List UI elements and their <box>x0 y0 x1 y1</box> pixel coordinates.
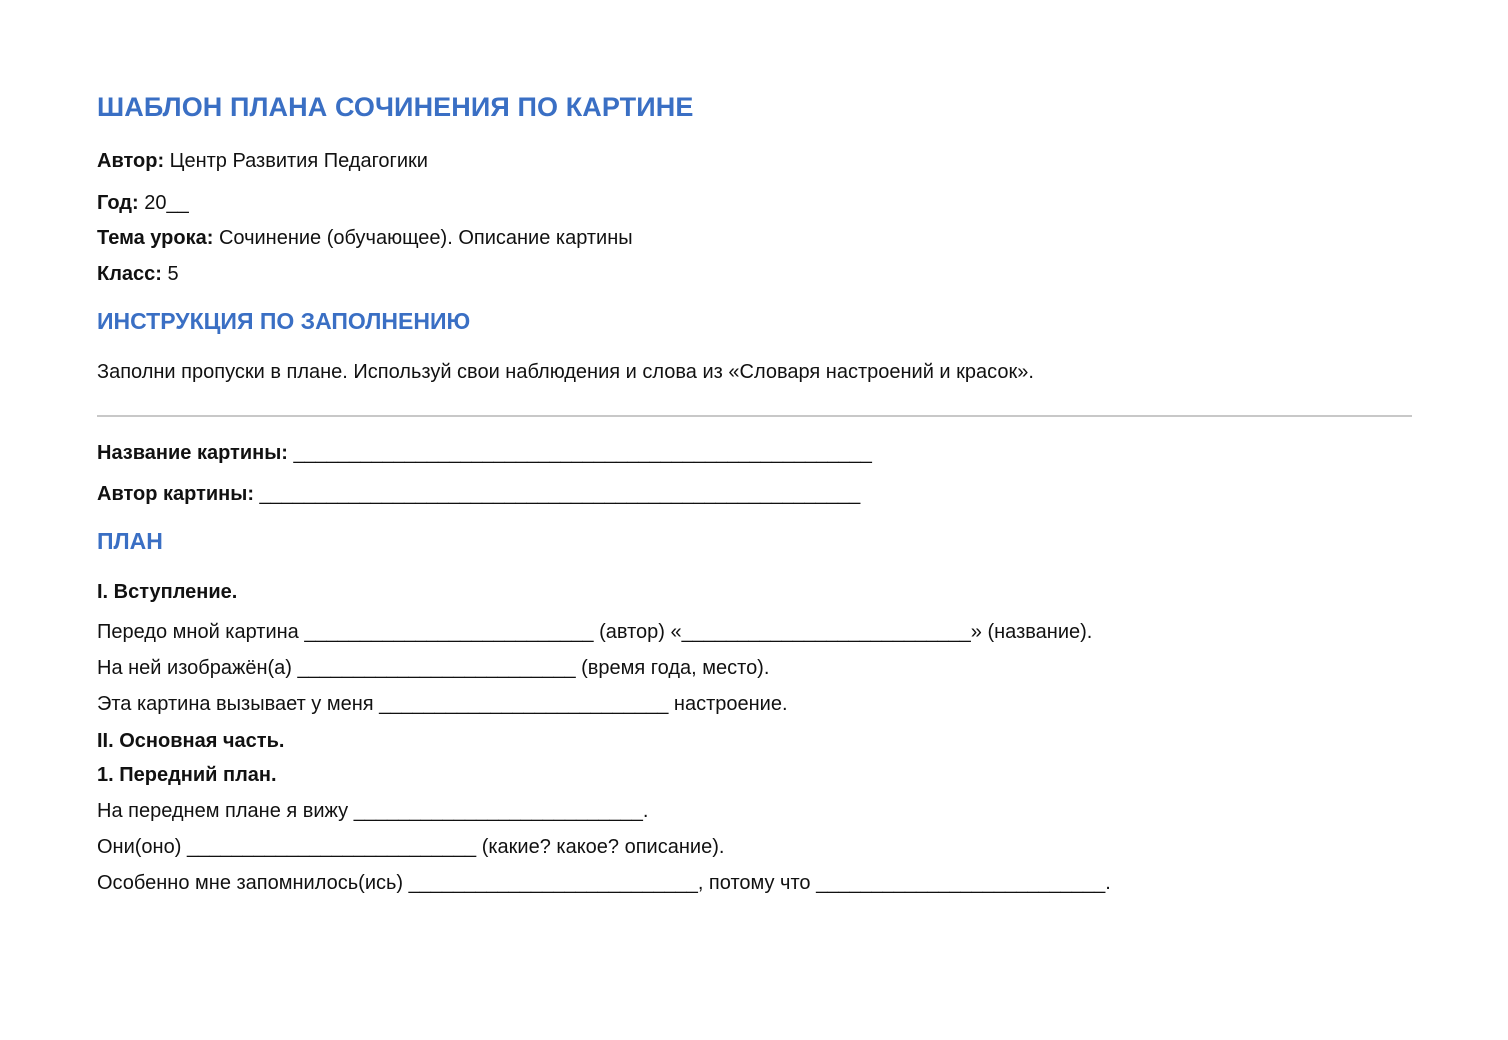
plan-heading: ПЛАН <box>97 528 163 554</box>
topic-line <box>97 226 633 250</box>
intro-line-1: Передо мной картина __________________________ (автор) «__________________________» (название). <box>97 621 1093 643</box>
author-value: Центр Развития Педагогики <box>164 150 428 172</box>
author-label: Автор: <box>97 150 165 172</box>
year-value: 20__ <box>138 192 189 214</box>
grade-line <box>97 262 179 286</box>
painting-author-blank: ______________________________________________________ <box>254 483 861 505</box>
painting-name-label: Название картины: <box>97 442 288 464</box>
foreground-heading: 1. Передний план. <box>97 764 277 786</box>
topic-value: Сочинение (обучающее). Описание картины <box>213 227 633 249</box>
intro-heading: I. Вступление. <box>97 581 238 603</box>
intro-line-3: Эта картина вызывает у меня __________________________ настроение. <box>97 693 788 715</box>
painting-name-blank: ____________________________________________________ <box>287 442 872 464</box>
year-label: Год: <box>97 192 139 214</box>
foreground-line-3: Особенно мне запомнилось(ись) __________________________, потому что __________________________. <box>97 872 1111 894</box>
instructions-text: Заполни пропуски в плане. Используй свои наблюдения и слова из «Словаря настроений и красок». <box>97 361 1034 383</box>
topic-label: Тема урока: <box>97 227 214 249</box>
document-title: ШАБЛОН ПЛАНА СОЧИНЕНИЯ ПО КАРТИНЕ <box>97 92 694 122</box>
grade-label: Класс: <box>97 263 162 285</box>
painting-author-label: Автор картины: <box>97 483 254 505</box>
foreground-line-2: Они(оно) __________________________ (какие? какое? описание). <box>97 836 725 858</box>
foreground-line-1: На переднем плане я вижу __________________________. <box>97 800 649 822</box>
main-part-heading: II. Основная часть. <box>97 730 285 752</box>
divider <box>97 415 1412 417</box>
instructions-heading: ИНСТРУКЦИЯ ПО ЗАПОЛНЕНИЮ <box>97 308 471 334</box>
grade-value: 5 <box>161 263 179 285</box>
year-line <box>97 191 189 215</box>
intro-line-2: На ней изображён(а) _________________________ (время года, место). <box>97 657 770 679</box>
painting-author-line <box>97 482 860 506</box>
painting-name-line <box>97 441 872 465</box>
author-line <box>97 149 428 173</box>
